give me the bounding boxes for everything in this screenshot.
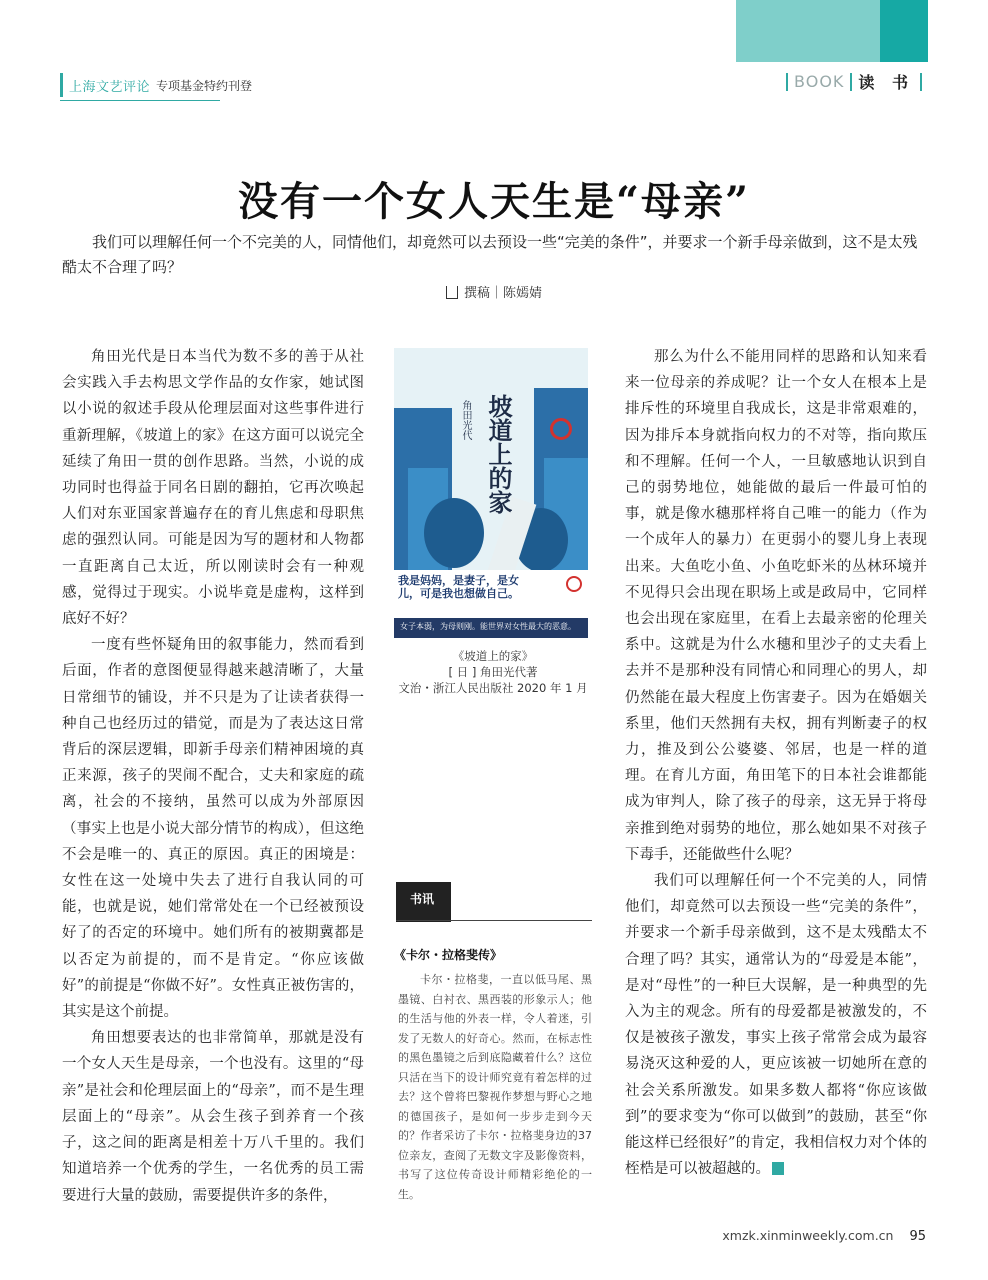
- body-paragraph: 角田光代是日本当代为数不多的善于从社会实践入手去构思文学作品的女作家，她试图以小说的叙述手段从伦理层面对这些事件进行重新理解，《坡道上的家》在这方面可以说完全延续了角田一贯的创作思路。当然，小说的成功同时也得益于同名日剧的翻拍，它再次唤起人们对东亚国家普遍存在的育儿焦虑和母职焦虑的强烈认同。可能是因为写的题材和人物都一直距离自己太近，所以刚读时会有一种观感，觉得过于现实。小说毕竟是虚构，这样到底好不好？: [62, 349, 364, 628]
- news-body: 卡尔・拉格斐，一直以低马尾、黑墨镜、白衬衣、黑西装的形象示人；他的生活与他的外表一样，令人着迷，引发了无数人的好奇心。然而，在标志性的黑色墨镜之后到底隐藏着什么？这位只活在当下的设计师究竟有着怎样的过去？这个曾将巴黎视作梦想与野心之地的德国孩子，是如何一步步走到今天的？作者采访了卡尔・拉格斐身边的37位亲友，查阅了无数文字及影像资料，书写了这位传奇设计师精彩绝伦的一生。: [398, 973, 592, 1201]
- byline-text: 撰稿｜陈嫣婧: [463, 286, 542, 301]
- body-paragraph-text: 我们可以理解任何一个不完美的人，同情他们，却竟然可以去预设一些“完美的条件”，并要求一个新手母亲做到，这不是太残酷太不合理了吗？其实，通常认为的“母爱是本能”，是对“母性”的一种巨大误解，是一种典型的先入为主的观念。所有的母爱都是被激发的，不仅是被孩子激发，事实上孩子常常会成为最容易浇灭这种爱的人，更应该被一切她所在意的社会关系所激发。如果多数人都将“你应该做到”的要求变为“你可以做到”的鼓励，甚至“你能这样已经很好”的肯定，我相信权力对个体的桎梏是可以被超越的。: [625, 873, 927, 1178]
- news-title: 《卡尔・拉格斐传》: [394, 948, 503, 962]
- section-label: [780, 70, 928, 93]
- header-rule: [60, 100, 220, 101]
- section-chinese: 读 书: [858, 73, 914, 92]
- body-paragraph: [625, 868, 927, 1182]
- section-english: BOOK: [794, 72, 845, 91]
- right-column: [625, 344, 927, 1183]
- left-column: [62, 344, 364, 1209]
- news-tag: [396, 882, 451, 922]
- page-number: 95: [909, 1229, 926, 1244]
- cover-author: 角田光代: [460, 400, 471, 440]
- end-mark-icon: [772, 1162, 784, 1175]
- cover-sign-icon: [566, 576, 582, 592]
- caption-title: 《坡道上的家》: [452, 649, 534, 663]
- caption-publisher: 文治・浙江人民出版社 2020 年 1 月: [398, 681, 588, 695]
- header-color-block: [736, 0, 880, 62]
- byline: [0, 282, 988, 301]
- footer-url: xmzk.xinminweekly.com.cn: [722, 1228, 894, 1243]
- book-cover-image: [394, 348, 588, 638]
- cover-tree: [424, 498, 484, 568]
- section-bar-right: [920, 73, 922, 91]
- sponsor-brand: 上海文艺评论: [69, 79, 151, 95]
- body-paragraph: 角田想要表达的也非常简单，那就是没有一个女人天生是母亲，一个也没有。这里的“母亲”是社会和伦理层面上的“母亲”，而不是生理层面上的“母亲”。从会生孩子到养育一个孩子，这之间的距离是相差十万八千里的。我们知道培养一个优秀的学生，一名优秀的员工需要进行大量的鼓励，需要提供许多的条件，: [62, 1030, 364, 1204]
- cover-caption: [388, 648, 598, 696]
- cover-sign-icon: [550, 418, 572, 440]
- cover-quote: 我是妈妈，是妻子，是女儿，可是我也想做自己。: [398, 574, 519, 600]
- body-paragraph: 那么为什么不能用同样的思路和认知来看来一位母亲的养成呢？让一个女人在根本上是排斥性的环境里自我成长，这是非常艰难的，因为排斥本身就指向权力的不对等，指向欺压和不理解。任何一个人，一旦敏感地认识到自己的弱势地位，她能做的最后一件最可怕的事，就是像水穗那样将自己唯一的能力（作为一个成年人的暴力）在更弱小的婴儿身上表现出来。大鱼吃小鱼、小鱼吃虾米的丛林环境并不见得只会出现在职场上或是政局中，它同样也会出现在家庭里，在看上去最亲密的伦理关系中。这就是为什么水穗和里沙子的丈夫看上去并不是那种没有同情心和同理心的男人，却仍然能在最大程度上伤害妻子。因为在婚姻关系里，他们天然拥有夫权，拥有判断妻子的权力，推及到公公婆婆、邻居，也是一样的道理。在育儿方面，角田笔下的日本社会谁都能成为审判人，除了孩子的母亲，这无异于将母亲推到绝对弱势的地位，那么她如果不对孩子下毒手，还能做些什么呢？: [625, 349, 927, 863]
- news-tag-label: 书讯: [410, 892, 435, 906]
- article-lead: 我们可以理解任何一个不完美的人，同情他们，却竟然可以去预设一些“完美的条件”，并要求一个新手母亲做到，这不是太残酷太不合理了吗？: [62, 233, 918, 276]
- body-paragraph: 一度有些怀疑角田的叙事能力，然而看到后面，作者的意图便显得越来越清晰了，大量日常细节的铺设，并不只是为了让读者获得一种自己也经历过的错觉，而是为了表达这日常背后的深层逻辑，即新手母亲们精神困境的真正来源，孩子的哭闹不配合，丈夫和家庭的疏离，社会的不接纳，虽然可以成为外部原因（事实上也是小说大部分情节的构成），但这绝不会是唯一的、真正的原因。真正的困境是：女性在这一处境中失去了进行自我认同的可能，也就是说，她们常常处在一个已经被预设好了的否定的环境中。她们所有的被期冀都是以否定为前提的，而不是肯定。“你应该做好”的前提是“你做不好”。女性真正被伤害的，其实是这个前提。: [62, 637, 364, 1021]
- section-bar-left: [786, 73, 788, 91]
- page-footer: [722, 1228, 926, 1244]
- caption-author: [ 日 ] 角田光代著: [448, 665, 538, 679]
- cover-footer-text: 女子本弱，为母则刚。能世界对女性最大的恶意。: [400, 622, 576, 631]
- article-title: 没有一个女人天生是“母亲”: [237, 178, 750, 225]
- pen-icon: [446, 286, 458, 299]
- section-bar-middle: [850, 73, 852, 91]
- news-divider: [396, 920, 592, 921]
- sponsor-subtitle: 专项基金特约刊登: [156, 78, 253, 93]
- header-color-block-dark: [880, 0, 928, 62]
- header-bar: [60, 73, 63, 97]
- cover-title: 坡道上的家: [484, 394, 513, 514]
- sponsor-header: [60, 72, 252, 98]
